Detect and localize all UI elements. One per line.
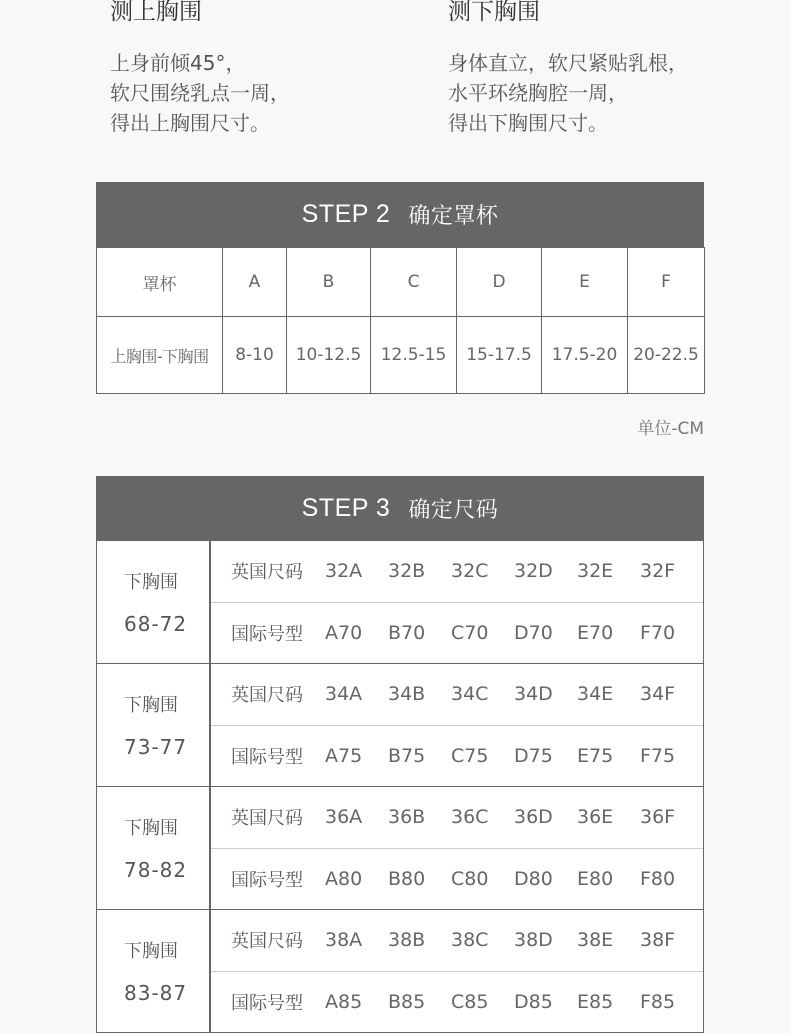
uk-size-value: 36D (514, 806, 553, 829)
measure-upper-instructions (110, 48, 290, 138)
cup-header-row (97, 248, 705, 317)
uk-size-value: 34C (451, 683, 489, 706)
measure-lower-instructions (448, 48, 688, 138)
intl-size-value: D85 (514, 990, 553, 1013)
measure-lower-line: 水平环绕胸腔一周， (448, 81, 628, 105)
cup-letter: F (628, 248, 705, 317)
uk-size-value: 34D (514, 683, 553, 706)
uk-size-value: 38C (451, 929, 489, 952)
intl-size-value: F85 (640, 990, 676, 1013)
uk-size-label: 英国尺码 (231, 562, 303, 584)
cup-difference: 17.5-20 (542, 317, 628, 394)
intl-size-value: A80 (325, 867, 363, 890)
intl-size-row (211, 971, 703, 1033)
intl-size-value: B85 (388, 990, 426, 1013)
measure-upper-section (110, 0, 290, 138)
intl-size-value: D75 (514, 744, 553, 767)
step3-number: STEP 3 (301, 494, 391, 522)
uk-size-label: 英国尺码 (231, 808, 303, 830)
underbust-label: 下胸围 (124, 941, 178, 962)
intl-size-value: F80 (640, 867, 676, 890)
measure-lower-title: 测下胸围 (448, 0, 540, 25)
underbust-range: 68-72 (124, 612, 188, 636)
size-rows (211, 787, 703, 909)
measure-lower-line: 得出下胸围尺寸。 (448, 111, 608, 135)
measure-lower-line: 身体直立，软尺紧贴乳根， (448, 51, 688, 75)
uk-size-row (211, 787, 703, 848)
intl-size-value: E75 (577, 744, 614, 767)
uk-size-value: 32B (388, 560, 426, 583)
uk-size-value: 34E (577, 683, 614, 706)
uk-size-row (211, 910, 703, 971)
measure-upper-line: 上身前倾45°， (110, 51, 246, 75)
size-rows (211, 664, 703, 786)
cup-difference: 8-10 (223, 317, 287, 394)
step3-subtitle: 确定尺码 (408, 498, 499, 523)
uk-size-value: 34B (388, 683, 426, 706)
intl-size-value: C85 (451, 990, 489, 1013)
uk-size-value: 32C (451, 560, 489, 583)
step3-banner (96, 476, 704, 541)
size-group (96, 910, 704, 1033)
intl-size-value: E70 (577, 621, 614, 644)
intl-size-value: E80 (577, 867, 614, 890)
intl-size-label: 国际号型 (231, 623, 303, 645)
cup-letter: C (371, 248, 457, 317)
cup-header-label: 罩杯 (97, 248, 223, 317)
uk-size-value: 36F (640, 806, 676, 829)
intl-size-row (211, 848, 703, 910)
intl-size-value: C70 (451, 621, 489, 644)
intl-size-value: A70 (325, 621, 363, 644)
step2-subtitle: 确定罩杯 (408, 204, 499, 229)
cup-letter: A (223, 248, 287, 317)
underbust-cell (97, 541, 211, 663)
underbust-cell (97, 664, 211, 786)
size-group (96, 664, 704, 787)
uk-size-value: 38E (577, 929, 614, 952)
intl-size-value: B70 (388, 621, 426, 644)
uk-size-value: 36E (577, 806, 614, 829)
uk-size-value: 38A (325, 929, 363, 952)
measure-upper-line: 得出上胸围尺寸。 (110, 111, 270, 135)
size-rows (211, 910, 703, 1032)
size-rows (211, 541, 703, 663)
intl-size-row (211, 602, 703, 664)
uk-size-label: 英国尺码 (231, 931, 303, 953)
intl-size-value: B80 (388, 867, 426, 890)
uk-size-value: 36A (325, 806, 363, 829)
cup-value-row (97, 317, 705, 394)
intl-size-value: C75 (451, 744, 489, 767)
step2-banner (96, 182, 704, 247)
intl-size-label: 国际号型 (231, 992, 303, 1014)
underbust-range: 73-77 (124, 735, 188, 759)
underbust-range: 78-82 (124, 858, 188, 882)
uk-size-value: 36C (451, 806, 489, 829)
underbust-cell (97, 787, 211, 909)
intl-size-value: C80 (451, 867, 489, 890)
uk-size-value: 32A (325, 560, 363, 583)
uk-size-value: 38B (388, 929, 426, 952)
intl-size-label: 国际号型 (231, 869, 303, 891)
cup-difference: 10-12.5 (287, 317, 371, 394)
cup-difference: 15-17.5 (457, 317, 542, 394)
intl-size-value: A75 (325, 744, 363, 767)
uk-size-value: 32E (577, 560, 614, 583)
uk-size-row (211, 541, 703, 602)
cup-letter: B (287, 248, 371, 317)
underbust-label: 下胸围 (124, 695, 178, 716)
intl-size-value: D80 (514, 867, 553, 890)
size-group (96, 541, 704, 664)
uk-size-value: 32F (640, 560, 676, 583)
cup-letter: E (542, 248, 628, 317)
size-chart (96, 541, 704, 1033)
cup-difference: 12.5-15 (371, 317, 457, 394)
measure-upper-title: 测上胸围 (110, 0, 202, 25)
unit-note: 单位-CM (637, 419, 704, 439)
intl-size-row (211, 725, 703, 787)
step2-number: STEP 2 (301, 200, 391, 228)
uk-size-value: 38D (514, 929, 553, 952)
uk-size-value: 36B (388, 806, 426, 829)
underbust-range: 83-87 (124, 981, 188, 1005)
measure-upper-line: 软尺围绕乳点一周， (110, 81, 290, 105)
cup-row-label: 上胸围-下胸围 (97, 317, 223, 394)
intl-size-value: F75 (640, 744, 676, 767)
uk-size-value: 32D (514, 560, 553, 583)
measure-lower-section (448, 0, 688, 138)
intl-size-value: E85 (577, 990, 614, 1013)
uk-size-value: 34A (325, 683, 363, 706)
uk-size-row (211, 664, 703, 725)
underbust-label: 下胸围 (124, 572, 178, 593)
intl-size-value: D70 (514, 621, 553, 644)
uk-size-value: 34F (640, 683, 676, 706)
intl-size-value: F70 (640, 621, 676, 644)
uk-size-value: 38F (640, 929, 676, 952)
intl-size-label: 国际号型 (231, 746, 303, 768)
intl-size-value: B75 (388, 744, 426, 767)
cup-difference: 20-22.5 (628, 317, 705, 394)
size-group (96, 787, 704, 910)
intl-size-value: A85 (325, 990, 363, 1013)
cup-size-table (96, 247, 705, 394)
cup-letter: D (457, 248, 542, 317)
underbust-label: 下胸围 (124, 818, 178, 839)
uk-size-label: 英国尺码 (231, 685, 303, 707)
underbust-cell (97, 910, 211, 1032)
